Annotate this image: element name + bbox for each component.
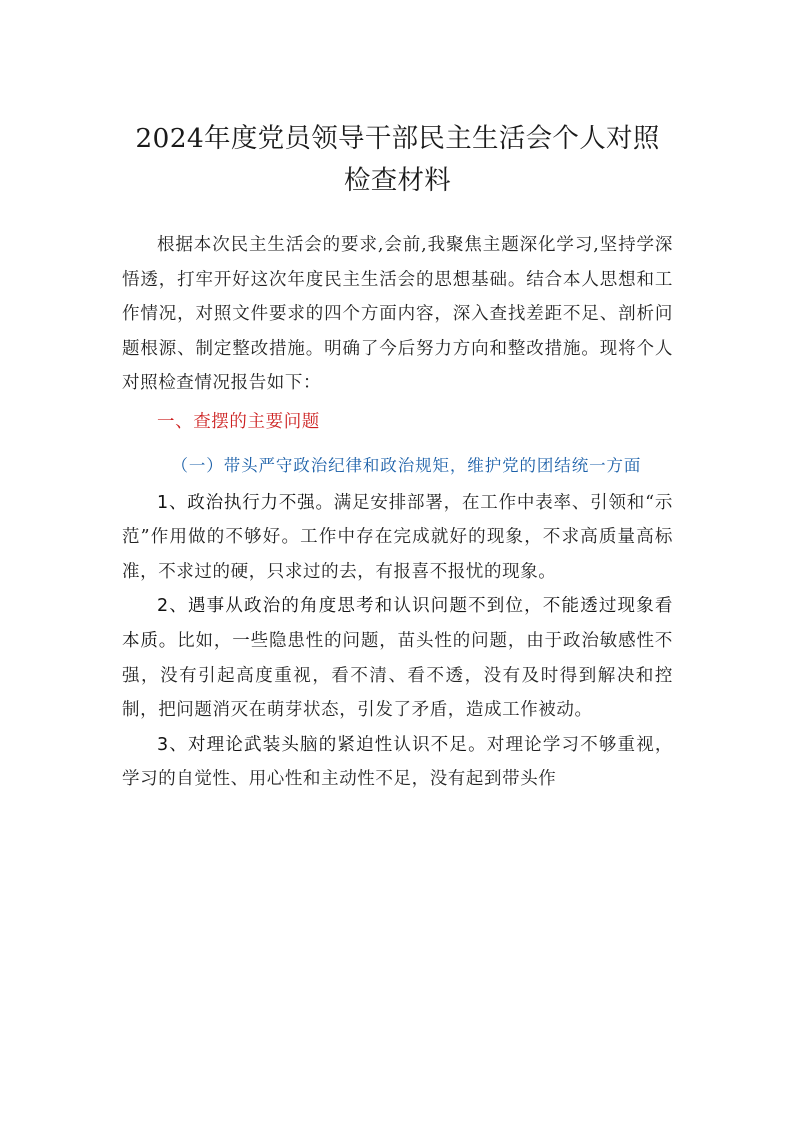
document-title-line-1: 2024年度党员领导干部民主生活会个人对照 (135, 123, 660, 154)
problem-item-2-text: 比如，一些隐患性的问题，苗头性的问题，由于政治敏感性不强，没有引起高度重视，看不清、看不透，没有及时得到解决和控制，把问题消灭在萌芽状态，引发了矛盾，造成工作被动。 (122, 630, 673, 721)
problem-item-2 (122, 589, 673, 727)
problem-item-3-text: 对理论学习不够重视，学习的自觉性、用心性和主动性不足，没有起到带头作 (122, 734, 673, 790)
document-title (122, 118, 673, 202)
document-title-line-2: 检查材料 (343, 165, 452, 196)
subsection-heading-political-discipline: （一）带头严守政治纪律和政治规矩，维护党的团结统一方面 (171, 455, 642, 475)
document-body (122, 228, 673, 797)
problem-item-1-lead: 1、政治执行力不强。 (157, 492, 334, 513)
intro-paragraph: 根据本次民主生活会的要求,会前,我聚焦主题深化学习,坚持学深悟透，打牢开好这次年度民主生活会的思想基础。结合本人思想和工作情况，对照文件要求的四个方面内容，深入查找差距不足、剖析问题根源、制定整改措施。明确了今后努力方向和整改措施。现将个人对照检查情况报告如下： (122, 235, 673, 394)
problem-item-1-text: 满足安排部署，在工作中表率、引领和“示范”作用做的不够好。工作中存在完成就好的现象，不求高质量高标准，不求过的硬，只求过的去，有报喜不报忧的现象。 (122, 492, 673, 582)
problem-item-3 (122, 728, 673, 797)
problem-item-1 (122, 486, 673, 590)
problem-item-3-lead: 3、对理论武装头脑的紧迫性认识不足。 (157, 734, 487, 755)
section-heading-main-problems: 一、查摆的主要问题 (157, 411, 320, 432)
document-content (122, 118, 673, 797)
problem-item-2-lead: 2、遇事从政治的角度思考和认识问题不到位，不能透过现象看本质。 (122, 596, 673, 651)
